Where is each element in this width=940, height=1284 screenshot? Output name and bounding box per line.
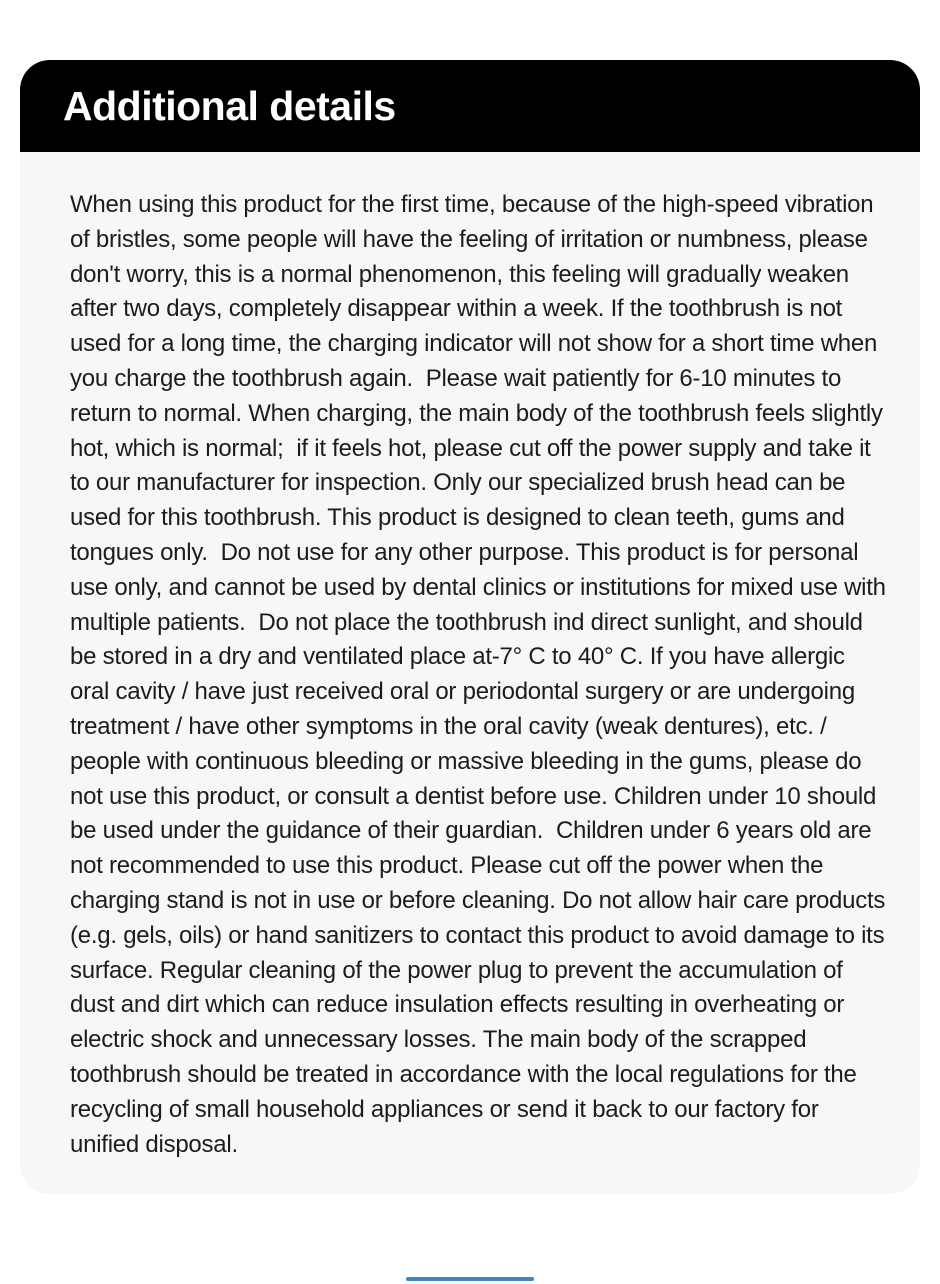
- section-header: [20, 60, 920, 152]
- additional-details-panel: [20, 60, 920, 1194]
- section-title: Additional details: [63, 82, 396, 129]
- page-position-indicator-bar: [406, 1277, 534, 1281]
- details-text: When using this product for the first time, because of the high-speed vibration of bristles, some people will have the feeling of irritation or numbness, please don't worry, this is a normal phenomenon, this feeling will gradually weaken after two days, completely disappear within a week. If the toothbrush is not used for a long time, the charging indicator will not show for a short time when you charge the toothbrush again. Please wait patiently for 6-10 minutes to return to normal. When charging, the main body of the toothbrush feels slightly hot, which is normal; if it feels hot, please cut off the power supply and take it to our manufacturer for inspection. Only our specialized brush head can be used for this toothbrush. This product is designed to clean teeth, gums and tongues only. Do not use for any other purpose. This product is for personal use only, and cannot be used by dental clinics or institutions for mixed use with multiple patients. Do not place the toothbrush ind direct sunlight, and should be stored in a dry and ventilated place at-7° C to 40° C. If you have allergic oral cavity / have just received oral or periodontal surgery or are undergoing treatment / have other symptoms in the oral cavity (weak dentures), etc. / people with continuous bleeding or massive bleeding in the gums, please do not use this product, or consult a dentist before use. Children under 10 should be used under the guidance of their guardian. Children under 6 years old are not recommended to use this product. Please cut off the power when the charging stand is not in use or before cleaning. Do not allow hair care products (e.g. gels, oils) or hand sanitizers to contact this product to avoid damage to its surface. Regular cleaning of the power plug to prevent the accumulation of dust and dirt which can reduce insulation effects resulting in overheating or electric shock and unnecessary losses. The main body of the scrapped toothbrush should be treated in accordance with the local regulations for the recycling of small household appliances or send it back to our factory for unified disposal.: [70, 191, 893, 1158]
- details-card: [20, 152, 920, 1194]
